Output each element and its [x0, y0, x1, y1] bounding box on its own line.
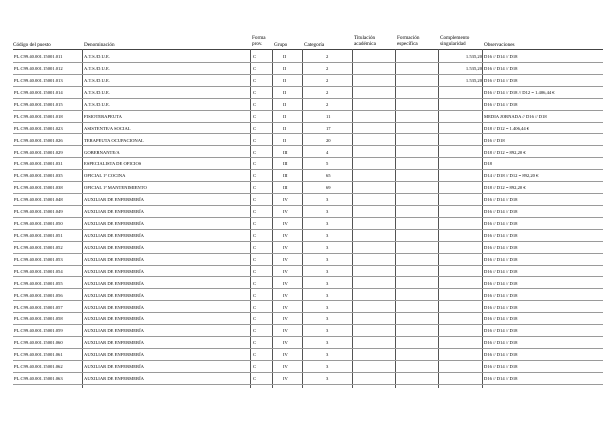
- cell-codigo: PL.C99.40.001.15001.029: [14, 149, 63, 155]
- cell-grupo: IV: [283, 304, 288, 310]
- cell-grupo: IV: [283, 376, 288, 382]
- cell-observaciones: D16 // D14 // D18: [484, 209, 518, 215]
- cell-codigo: PL.C99.40.001.15001.053: [14, 256, 63, 262]
- cell-observaciones: D16 // D14 // D18: [484, 292, 518, 298]
- cell-categoria: 3: [326, 340, 329, 346]
- cell-complemento: 1.535,20: [465, 66, 482, 72]
- table-row: [0, 75, 615, 87]
- cell-denominacion: AUXILIAR DE ENFERMERÍA: [84, 292, 144, 298]
- cell-forma: C: [253, 54, 257, 60]
- table-row: [0, 158, 615, 170]
- table-row: [0, 289, 615, 301]
- cell-categoria: 2: [326, 101, 329, 107]
- cell-denominacion: AUXILIAR DE ENFERMERÍA: [84, 244, 144, 250]
- cell-categoria: 3: [326, 221, 329, 227]
- cell-codigo: PL.C99.40.001.15001.057: [14, 304, 63, 310]
- cell-observaciones: D16 // D14 // D18: [484, 304, 518, 310]
- cell-observaciones: D16 // D14 // D18: [484, 54, 518, 60]
- cell-denominacion: A.T.S./D.U.E.: [84, 101, 110, 107]
- cell-categoria: 17: [326, 125, 331, 131]
- cell-categoria: 4: [326, 149, 329, 155]
- table-row: [0, 170, 615, 182]
- cell-categoria: 2: [326, 54, 329, 60]
- cell-codigo: PL.C99.40.001.15001.026: [14, 137, 63, 143]
- cell-observaciones: D16 // D14 // D18: [484, 340, 518, 346]
- cell-denominacion: AUXILIAR DE ENFERMERÍA: [84, 352, 144, 358]
- table-row: [0, 361, 615, 373]
- cell-observaciones: D16 // D14 // D18: [484, 244, 518, 250]
- cell-codigo: PL.C99.40.001.15001.013: [14, 78, 63, 84]
- cell-codigo: PL.C99.40.001.15001.054: [14, 268, 63, 274]
- row-divider: [13, 384, 603, 385]
- header-forma-line2: prov.: [252, 41, 263, 47]
- cell-categoria: 3: [326, 256, 329, 262]
- cell-forma: C: [253, 232, 257, 238]
- header-observaciones: Observaciones: [484, 42, 515, 48]
- cell-observaciones: D16 // D14 // D18: [484, 197, 518, 203]
- table-row: [0, 242, 615, 254]
- cell-denominacion: AUXILIAR DE ENFERMERÍA: [84, 197, 144, 203]
- header-titulacion-line1: Titulación: [354, 35, 376, 41]
- table-row: [0, 266, 615, 278]
- cell-forma: C: [253, 173, 257, 179]
- cell-forma: C: [253, 197, 257, 203]
- header-forma-line1: Forma: [252, 35, 266, 41]
- table-row: [0, 313, 615, 325]
- cell-denominacion: OFICIAL 1ª MANTENIMIENTO: [84, 185, 147, 191]
- header-denominacion: Denominación: [84, 42, 115, 48]
- cell-forma: C: [253, 113, 257, 119]
- cell-denominacion: A.T.S./D.U.E.: [84, 66, 110, 72]
- cell-codigo: PL.C99.40.001.15001.035: [14, 173, 63, 179]
- cell-forma: C: [253, 89, 257, 95]
- cell-forma: C: [253, 376, 257, 382]
- cell-denominacion: AUXILIAR DE ENFERMERÍA: [84, 209, 144, 215]
- header-grupo: Grupo: [274, 42, 288, 48]
- header-complemento-line1: Complemento: [440, 35, 470, 41]
- cell-complemento: 1.535,20: [465, 54, 482, 60]
- cell-observaciones: D16 // D14 // D18: [484, 316, 518, 322]
- cell-categoria: 20: [326, 137, 331, 143]
- cell-grupo: III: [283, 161, 288, 167]
- cell-categoria: 65: [326, 173, 331, 179]
- header-formacion-line2: específica: [397, 41, 418, 47]
- cell-forma: C: [253, 125, 257, 131]
- table-row: [0, 325, 615, 337]
- cell-grupo: II: [283, 54, 287, 60]
- cell-grupo: IV: [283, 256, 288, 262]
- table-row: [0, 87, 615, 99]
- cell-codigo: PL.C99.40.001.15001.018: [14, 113, 63, 119]
- cell-grupo: IV: [283, 292, 288, 298]
- cell-categoria: 3: [326, 244, 329, 250]
- table-row: [0, 206, 615, 218]
- cell-denominacion: A.T.S./D.U.E.: [84, 78, 110, 84]
- cell-observaciones: D16 // D14 // D18: [484, 221, 518, 227]
- cell-forma: C: [253, 209, 257, 215]
- cell-observaciones: D16 // D14 // D18: [484, 101, 518, 107]
- table-row: [0, 230, 615, 242]
- cell-denominacion: ESPECIALISTA DE OFICIOS: [84, 161, 142, 167]
- cell-codigo: PL.C99.40.001.15001.056: [14, 292, 63, 298]
- cell-grupo: IV: [283, 244, 288, 250]
- header-titulacion-line2: académica: [354, 41, 376, 47]
- cell-grupo: II: [283, 113, 287, 119]
- cell-categoria: 2: [326, 78, 329, 84]
- cell-observaciones: D16 // D14 // D18: [484, 66, 518, 72]
- cell-grupo: IV: [283, 352, 288, 358]
- cell-observaciones: MEDIA JORNADA // D16 // D18: [484, 113, 547, 119]
- cell-forma: C: [253, 101, 257, 107]
- table-row: [0, 146, 615, 158]
- header-formacion: [397, 35, 419, 47]
- table-row: [0, 349, 615, 361]
- cell-grupo: IV: [283, 328, 288, 334]
- cell-observaciones: D14 // D18 // D12 = 892,20 €: [484, 173, 539, 179]
- cell-denominacion: AUXILIAR DE ENFERMERÍA: [84, 280, 144, 286]
- cell-grupo: III: [283, 149, 288, 155]
- cell-codigo: PL.C99.40.001.15001.049: [14, 209, 63, 215]
- table-row: [0, 254, 615, 266]
- header-categoria: Categoría: [304, 42, 325, 48]
- cell-grupo: II: [283, 137, 287, 143]
- cell-observaciones: D18 // D12 = 892,20 €: [484, 149, 526, 155]
- header-divider: [13, 49, 603, 50]
- cell-observaciones: D18: [484, 161, 492, 167]
- cell-forma: C: [253, 352, 257, 358]
- cell-categoria: 3: [326, 328, 329, 334]
- header-complemento: [440, 35, 469, 47]
- cell-observaciones: D16 // D18: [484, 137, 505, 143]
- cell-observaciones: D16 // D14 // D18: [484, 268, 518, 274]
- cell-codigo: PL.C99.40.001.15001.061: [14, 352, 63, 358]
- cell-forma: C: [253, 304, 257, 310]
- cell-forma: C: [253, 328, 257, 334]
- cell-codigo: PL.C99.40.001.15001.048: [14, 197, 63, 203]
- cell-categoria: 69: [326, 185, 331, 191]
- cell-observaciones: D16 // D14 // D18: [484, 256, 518, 262]
- cell-forma: C: [253, 137, 257, 143]
- cell-codigo: PL.C99.40.001.15001.015: [14, 101, 63, 107]
- cell-observaciones: D16 // D14 // D18: [484, 352, 518, 358]
- cell-codigo: PL.C99.40.001.15001.060: [14, 340, 63, 346]
- cell-categoria: 3: [326, 352, 329, 358]
- cell-grupo: III: [283, 185, 288, 191]
- cell-forma: C: [253, 221, 257, 227]
- cell-categoria: 3: [326, 304, 329, 310]
- cell-codigo: PL.C99.40.001.15001.012: [14, 66, 63, 72]
- cell-denominacion: A.T.S./D.U.E.: [84, 54, 110, 60]
- cell-codigo: PL.C99.40.001.15001.058: [14, 316, 63, 322]
- cell-codigo: PL.C99.40.001.15001.063: [14, 376, 63, 382]
- cell-codigo: PL.C99.40.001.15001.014: [14, 89, 63, 95]
- cell-codigo: PL.C99.40.001.15001.051: [14, 232, 63, 238]
- cell-forma: C: [253, 340, 257, 346]
- table-row: [0, 134, 615, 146]
- cell-grupo: IV: [283, 316, 288, 322]
- header-forma: [252, 35, 266, 47]
- cell-grupo: IV: [283, 340, 288, 346]
- cell-codigo: PL.C99.40.001.15001.023: [14, 125, 63, 131]
- table-row: [0, 99, 615, 111]
- cell-denominacion: AUXILIAR DE ENFERMERÍA: [84, 328, 144, 334]
- cell-codigo: PL.C99.40.001.15001.011: [14, 54, 63, 60]
- header-codigo: Código del puesto: [13, 42, 51, 48]
- cell-codigo: PL.C99.40.001.15001.031: [14, 161, 63, 167]
- cell-categoria: 3: [326, 376, 329, 382]
- cell-complemento: 1.535,20: [465, 78, 482, 84]
- cell-categoria: 11: [326, 113, 331, 119]
- cell-observaciones: D18 // D12 = 1.406,44 €: [484, 125, 530, 131]
- header-complemento-line2: singularidad: [440, 41, 466, 47]
- cell-grupo: III: [283, 173, 288, 179]
- cell-denominacion: AUXILIAR DE ENFERMERÍA: [84, 376, 144, 382]
- table-row: [0, 123, 615, 135]
- table-row: [0, 373, 615, 385]
- cell-observaciones: D16 // D14 // D18: [484, 364, 518, 370]
- cell-forma: C: [253, 161, 257, 167]
- cell-grupo: II: [283, 125, 287, 131]
- cell-grupo: IV: [283, 280, 288, 286]
- cell-categoria: 5: [326, 161, 329, 167]
- cell-denominacion: AUXILIAR DE ENFERMERÍA: [84, 268, 144, 274]
- cell-grupo: II: [283, 101, 287, 107]
- cell-grupo: II: [283, 78, 287, 84]
- cell-denominacion: AUXILIAR DE ENFERMERÍA: [84, 340, 144, 346]
- cell-grupo: IV: [283, 232, 288, 238]
- cell-categoria: 2: [326, 66, 329, 72]
- cell-categoria: 3: [326, 197, 329, 203]
- cell-observaciones: D16 // D14 // D18: [484, 232, 518, 238]
- table-row: [0, 182, 615, 194]
- cell-codigo: PL.C99.40.001.15001.059: [14, 328, 63, 334]
- cell-grupo: IV: [283, 268, 288, 274]
- cell-denominacion: GOBERNANTE/A: [84, 149, 120, 155]
- cell-forma: C: [253, 78, 257, 84]
- cell-denominacion: AUXILIAR DE ENFERMERÍA: [84, 364, 144, 370]
- cell-denominacion: AUXILIAR DE ENFERMERÍA: [84, 256, 144, 262]
- cell-codigo: PL.C99.40.001.15001.038: [14, 185, 63, 191]
- cell-categoria: 3: [326, 292, 329, 298]
- table-row: [0, 51, 615, 63]
- cell-grupo: IV: [283, 209, 288, 215]
- cell-forma: C: [253, 256, 257, 262]
- cell-denominacion: AUXILIAR DE ENFERMERÍA: [84, 232, 144, 238]
- cell-observaciones: D16 // D14 // D18: [484, 328, 518, 334]
- cell-denominacion: AUXILIAR DE ENFERMERÍA: [84, 316, 144, 322]
- table-row: [0, 63, 615, 75]
- cell-forma: C: [253, 268, 257, 274]
- cell-denominacion: TERAPEUTA OCUPACIONAL: [84, 137, 144, 143]
- cell-categoria: 3: [326, 280, 329, 286]
- cell-categoria: 2: [326, 89, 329, 95]
- cell-observaciones: D18 // D12 = 892,20 €: [484, 185, 526, 191]
- cell-forma: C: [253, 316, 257, 322]
- cell-grupo: IV: [283, 221, 288, 227]
- cell-codigo: PL.C99.40.001.15001.062: [14, 364, 63, 370]
- cell-codigo: PL.C99.40.001.15001.050: [14, 221, 63, 227]
- cell-codigo: PL.C99.40.001.15001.052: [14, 244, 63, 250]
- cell-grupo: IV: [283, 364, 288, 370]
- cell-categoria: 3: [326, 232, 329, 238]
- cell-categoria: 3: [326, 364, 329, 370]
- cell-denominacion: A.T.S./D.U.E.: [84, 89, 110, 95]
- cell-observaciones: D16 // D14 // D18: [484, 78, 518, 84]
- table-row: [0, 218, 615, 230]
- cell-denominacion: OFICIAL 1ª COCINA: [84, 173, 126, 179]
- header-formacion-line1: Formación: [397, 35, 420, 41]
- cell-grupo: IV: [283, 197, 288, 203]
- cell-categoria: 3: [326, 209, 329, 215]
- cell-forma: C: [253, 244, 257, 250]
- cell-observaciones: D16 // D14 // D18: [484, 280, 518, 286]
- table-row: [0, 337, 615, 349]
- cell-denominacion: AUXILIAR DE ENFERMERÍA: [84, 221, 144, 227]
- cell-denominacion: ASISTENTE/A SOCIAL: [84, 125, 131, 131]
- cell-denominacion: AUXILIAR DE ENFERMERÍA: [84, 304, 144, 310]
- cell-forma: C: [253, 149, 257, 155]
- table-row: [0, 301, 615, 313]
- cell-categoria: 3: [326, 268, 329, 274]
- cell-forma: C: [253, 292, 257, 298]
- cell-codigo: PL.C99.40.001.15001.055: [14, 280, 63, 286]
- cell-forma: C: [253, 185, 257, 191]
- table-row: [0, 277, 615, 289]
- cell-observaciones: D16 // D14 // D18 // D12 = 1.406,44 €: [484, 89, 555, 95]
- cell-grupo: II: [283, 66, 287, 72]
- table-row: [0, 194, 615, 206]
- cell-observaciones: D16 // D14 // D18: [484, 376, 518, 382]
- cell-denominacion: FISIOTERAPEUTA: [84, 113, 122, 119]
- header-titulacion: [354, 35, 376, 47]
- cell-categoria: 3: [326, 316, 329, 322]
- cell-forma: C: [253, 66, 257, 72]
- table-row: [0, 111, 615, 123]
- cell-forma: C: [253, 280, 257, 286]
- cell-grupo: II: [283, 89, 287, 95]
- cell-forma: C: [253, 364, 257, 370]
